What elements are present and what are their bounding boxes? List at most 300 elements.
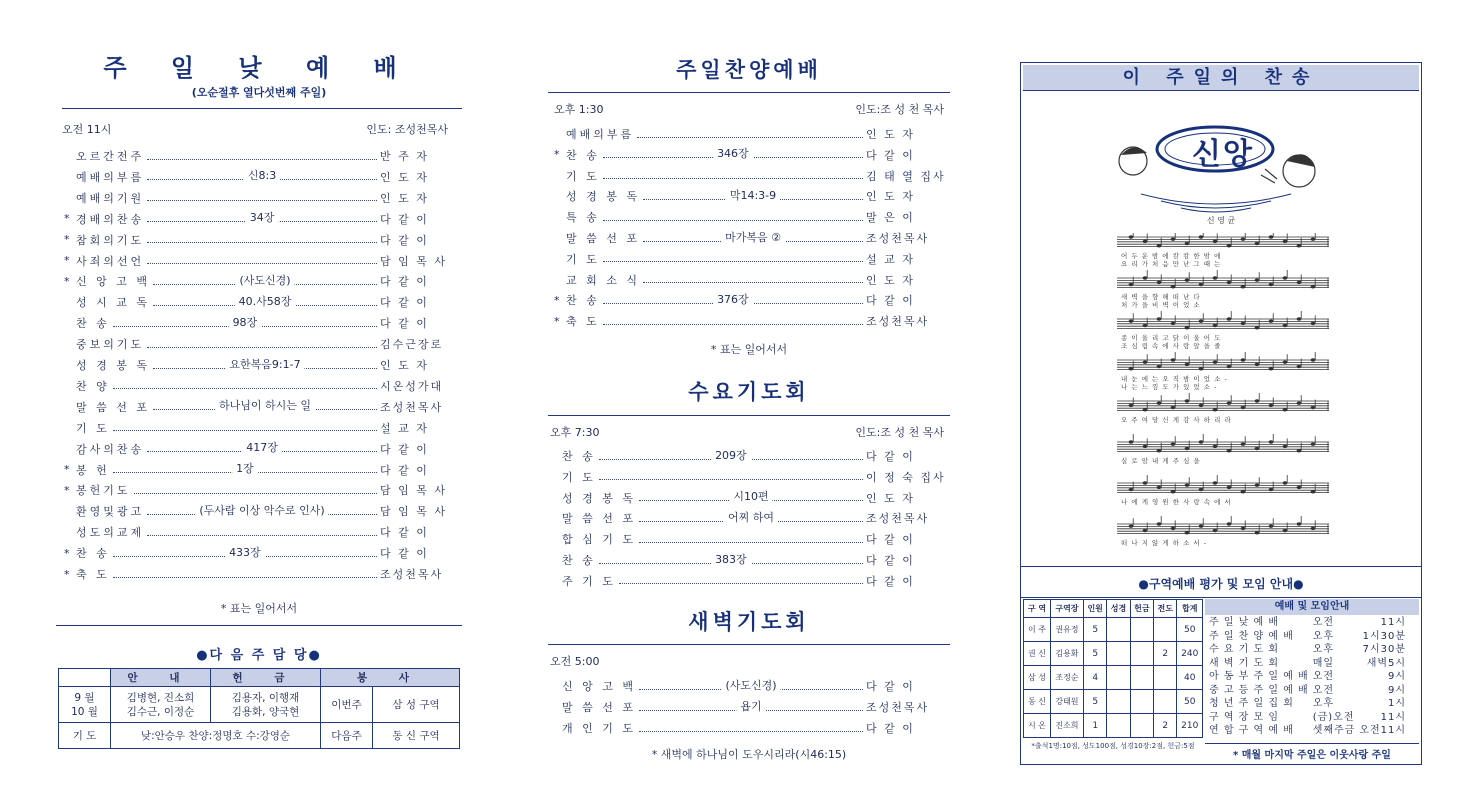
sunday-order-list	[64, 146, 458, 586]
order-item-detail: 40.사58장	[235, 293, 296, 309]
leader-dots	[113, 545, 377, 559]
order-item-name: 찬 송	[76, 317, 110, 331]
leader-dots	[619, 577, 863, 584]
schedule-title: 예배 및 모임안내	[1205, 599, 1419, 615]
leader-dots	[153, 357, 377, 371]
dawn-time: 오전 5:00	[550, 655, 600, 668]
order-item-name: 성 경 봉 독	[566, 190, 640, 204]
order-item-person: 인 도 자	[866, 273, 915, 287]
order-item-name: 말 씀 선 포	[562, 701, 636, 714]
order-item-name: 교 회 소 식	[566, 273, 640, 287]
eval-cell	[1154, 690, 1177, 714]
eval-cell: 50	[1177, 618, 1203, 642]
order-item-name: 말 씀 선 포	[562, 512, 636, 526]
lyric-line: 요 리 가 처 음 만 난 그 때 는	[1121, 260, 1222, 268]
duty-nextweek-team: 동 신 구역	[373, 723, 460, 749]
leader-dots	[153, 273, 377, 287]
order-item	[64, 564, 458, 584]
order-item-name: 사죄의선언	[76, 254, 145, 268]
eval-title: ●구역예배 평가 및 모임 안내●	[1138, 577, 1304, 591]
order-item-person: 김수근장로	[380, 338, 444, 352]
order-item-name: 신 앙 고 백	[76, 275, 150, 289]
schedule-cell: 1시	[1388, 698, 1407, 709]
order-item-person: 다 같 이	[866, 554, 915, 567]
standing-mark: *	[64, 546, 70, 560]
standing-mark: *	[554, 314, 560, 328]
praise-leader: 인도:조 성 천 목사	[855, 103, 944, 116]
schedule-cell: 연 합 구 역 예 배	[1209, 725, 1294, 736]
lyric-line: 어 두 운 밤 에 캄 캄 한 밤 에	[1121, 252, 1222, 260]
eval-cell: 50	[1177, 690, 1203, 714]
schedule-cell: 9시	[1388, 684, 1407, 696]
order-item-person: 조성천목사	[380, 400, 444, 414]
eval-cell	[1130, 714, 1153, 738]
eval-header: 헌금	[1130, 600, 1153, 618]
order-item-person: 설 교 자	[380, 421, 429, 435]
schedule-cell: 셋째주금	[1312, 725, 1356, 736]
eval-cell: 5	[1084, 690, 1107, 714]
order-item-detail: 1장	[232, 460, 258, 476]
schedule-cell: 새 벽 기 도 회	[1209, 657, 1280, 669]
order-item-name: 성 경 봉 독	[76, 359, 150, 372]
eval-cell: 조정순	[1050, 666, 1083, 690]
sunday-subtitle: (오순절후 열다섯번째 주일)	[191, 86, 327, 99]
order-item-detail: 346장	[713, 145, 753, 161]
divider	[62, 108, 462, 109]
eval-cell	[1107, 666, 1130, 690]
order-item-name: 말 씀 선 포	[566, 232, 640, 245]
leader-dots	[643, 276, 863, 283]
schedule-cell: 오후	[1312, 644, 1335, 655]
divider	[1021, 597, 1421, 598]
order-item-person: 다 같 이	[380, 526, 429, 540]
schedule-cell: 오전11시	[1359, 725, 1407, 736]
order-item-person: 다 같 이	[380, 442, 429, 456]
order-item	[554, 145, 944, 165]
order-item-person: 조성천목사	[866, 232, 930, 245]
dawn-title: 새벽기도회	[688, 610, 810, 634]
eval-cell	[1107, 714, 1130, 738]
order-item-detail: 417장	[242, 439, 282, 455]
standing-mark: *	[64, 233, 70, 247]
order-item-name: 봉헌기도	[76, 484, 131, 498]
order-item	[64, 522, 458, 542]
lyric-line: 떠 나 지 않 게 하 소 서 -	[1121, 539, 1208, 547]
order-item-detail: 209장	[711, 447, 751, 463]
lyric-line: 종 이 울 리 고 닭 이 울 어 도	[1121, 334, 1222, 342]
order-item-person: 다 같 이	[380, 275, 429, 289]
order-item-name: 성도의교제	[76, 526, 145, 540]
order-item-person: 다 같 이	[866, 680, 915, 693]
eval-cell	[1130, 666, 1153, 690]
order-item	[64, 209, 458, 229]
eval-header: 성경	[1107, 600, 1130, 618]
leader-dots	[603, 318, 863, 325]
duty-usher-2: 김수근, 이정순	[126, 705, 195, 718]
order-item-person: 담 임 목 사	[380, 484, 447, 498]
lyric-line: 나 는 느 낌 도 가 있 었 소 -	[1121, 383, 1218, 391]
eval-cell: 이 주	[1024, 618, 1051, 642]
order-item	[550, 446, 944, 466]
order-item-person: 조성천목사	[380, 568, 444, 581]
order-item-person: 인 도 자	[866, 491, 915, 505]
order-item-person: 다 같 이	[380, 212, 429, 226]
eval-cell	[1107, 618, 1130, 642]
leader-dots	[639, 678, 863, 692]
standing-note: * 표는 일어서서	[220, 602, 298, 615]
schedule-cell: 중 고 등 주 일 예 배	[1209, 684, 1309, 696]
eval-cell: 강태원	[1050, 690, 1083, 714]
order-item-person: 다 같 이	[866, 722, 915, 735]
leader-dots	[639, 536, 863, 543]
order-item-name: 주 기 도	[562, 574, 616, 588]
schedule-cell: 주 일 낮 예 배	[1209, 617, 1280, 628]
lyric-line: 처 가 을 비 벽 이 었 소	[1121, 301, 1201, 309]
order-item	[550, 488, 944, 508]
leader-dots	[599, 473, 863, 480]
order-item-detail: 욥기	[736, 698, 765, 714]
hymn-title: 이 주일의 찬송	[1023, 65, 1419, 91]
schedule-row	[1207, 630, 1408, 644]
leader-dots	[134, 487, 377, 494]
order-item	[64, 188, 458, 208]
standing-mark: *	[64, 483, 70, 497]
schedule-row	[1207, 697, 1408, 711]
leader-dots	[643, 188, 863, 202]
schedule-cell: 1시30분	[1362, 630, 1407, 642]
schedule-cell: 오후	[1312, 698, 1335, 709]
order-item-name: 기 도	[566, 252, 600, 266]
eval-cell	[1107, 642, 1130, 666]
order-item-person: 다 같 이	[866, 533, 915, 547]
order-item	[64, 230, 458, 250]
order-item	[554, 270, 944, 290]
schedule-row	[1207, 616, 1408, 630]
order-item	[554, 290, 944, 310]
hymn-logo-text: 신앙	[1192, 137, 1254, 172]
eval-cell: 5	[1084, 618, 1107, 642]
order-item-name: 말 씀 선 포	[76, 400, 150, 414]
sunday-leader: 인도: 조성천목사	[366, 123, 448, 136]
schedule-cell: 청 년 주 일 집 회	[1209, 698, 1294, 709]
lyric-line: 내 눈 에 는 오 직 밤 이 었 소 -	[1121, 375, 1228, 383]
order-item-name: 환영및광고	[76, 505, 145, 519]
lyric-line: 오 주 여 당 신 게 감 사 하 리 라	[1121, 416, 1232, 424]
eval-cell: 240	[1177, 642, 1203, 666]
order-item-name: 찬 송	[566, 294, 600, 308]
leader-dots	[147, 257, 377, 264]
eval-header: 합계	[1177, 600, 1203, 618]
lyric-line: 나 에 게 영 원 한 사 랑 속 에 서	[1121, 498, 1232, 506]
sunday-time: 오전 11시	[62, 123, 112, 136]
eval-cell: 1	[1084, 714, 1107, 738]
leader-dots	[113, 424, 377, 431]
schedule-row	[1207, 670, 1408, 684]
order-item-person: 인 도 자	[866, 190, 915, 204]
eval-cell: 210	[1177, 714, 1203, 738]
order-item-detail: 요한복음9:1-7	[225, 356, 304, 372]
eval-cell	[1107, 690, 1130, 714]
order-item	[550, 508, 944, 528]
order-item-person: 다 같 이	[380, 547, 429, 561]
standing-mark: *	[64, 274, 70, 288]
leader-dots	[147, 236, 377, 243]
leader-dots	[603, 292, 863, 306]
order-item	[550, 571, 944, 591]
order-item-detail: 34장	[246, 209, 279, 225]
eval-row	[1024, 690, 1203, 714]
hymn-panel	[1020, 0, 1424, 808]
eval-cell: 4	[1084, 666, 1107, 690]
eval-cell: 40	[1177, 666, 1203, 690]
leader-dots	[147, 211, 377, 225]
order-item-name: 예배의기원	[76, 191, 145, 205]
standing-mark: *	[64, 212, 70, 226]
order-item	[64, 271, 458, 291]
order-item	[554, 124, 944, 144]
eval-header: 전도	[1154, 600, 1177, 618]
order-item	[550, 718, 944, 738]
order-item-person: 조성천목사	[866, 315, 930, 329]
order-item	[554, 249, 944, 269]
order-item-detail: 376장	[713, 291, 753, 307]
dawn-order-list	[550, 676, 944, 740]
order-item-name: 축 도	[566, 315, 600, 329]
schedule-cell: 오전	[1312, 684, 1335, 696]
order-item	[64, 439, 458, 459]
schedule-cell: 오전	[1312, 671, 1335, 682]
eval-row	[1024, 666, 1203, 690]
eval-cell: 동 신	[1024, 690, 1051, 714]
schedule-cell: 11시	[1380, 711, 1407, 723]
leader-dots	[599, 448, 863, 462]
leader-dots	[153, 294, 377, 308]
leader-dots	[603, 172, 863, 179]
leader-dots	[147, 153, 377, 160]
order-item-name: 찬 송	[76, 547, 110, 561]
order-item-person: 김 태 열 집사	[866, 169, 946, 183]
order-item-detail: 433장	[225, 544, 265, 560]
wednesday-order-list	[550, 446, 944, 592]
hymn-score	[1117, 233, 1329, 563]
order-item-person: 담 임 목 사	[380, 254, 447, 268]
eval-footnote: *출석1명:10점, 성도100점, 성경10장:2점, 헌금:5점	[1031, 742, 1195, 750]
leader-dots	[643, 230, 863, 244]
order-item-person: 말 은 이	[866, 211, 915, 225]
dawn-verse: * 새벽에 하나님이 도우시리라(시46:15)	[651, 748, 847, 761]
order-item-name: 축 도	[76, 568, 110, 581]
order-item-person: 인 도 자	[380, 170, 429, 184]
order-item-name: 기 도	[562, 470, 596, 484]
duty-offering-2: 김용화, 양국현	[231, 705, 300, 718]
eval-cell	[1154, 618, 1177, 642]
order-item-name: 찬 양	[76, 379, 110, 393]
order-item-person: 반 주 자	[380, 150, 429, 163]
order-item	[554, 166, 944, 186]
order-item-detail: (두사람 이상 악수로 인사)	[195, 502, 328, 518]
order-item-detail: 98장	[229, 314, 262, 330]
divider	[548, 644, 950, 645]
leader-dots	[603, 147, 863, 161]
schedule-cell: 주 일 찬 양 예 배	[1209, 630, 1294, 642]
order-item-name: 감사의찬송	[76, 442, 145, 456]
duty-table	[58, 668, 460, 749]
schedule-cell: 11시	[1380, 617, 1407, 628]
order-item-person: 조성천목사	[866, 701, 930, 714]
standing-mark: *	[64, 567, 70, 581]
order-item-detail: 시10편	[729, 488, 772, 504]
leader-dots	[147, 194, 377, 201]
order-item	[64, 313, 458, 333]
order-item-name: 성 경 봉 독	[562, 491, 636, 505]
praise-title: 주일찬양예배	[676, 58, 822, 82]
praise-time: 오후 1:30	[554, 103, 604, 116]
order-item-name: 성 시 교 독	[76, 296, 150, 310]
schedule-cell: 새벽5시	[1366, 657, 1407, 669]
schedule-row	[1207, 684, 1408, 698]
leader-dots	[599, 552, 863, 566]
leader-dots	[153, 399, 377, 413]
order-item	[64, 292, 458, 312]
lyric-line: 조 심 림 속 에 사 랑 앞 을 줄	[1121, 342, 1222, 350]
hymn-staves	[1117, 233, 1329, 563]
eval-table	[1023, 599, 1203, 738]
order-item-name: 신 앙 고 백	[562, 680, 636, 693]
sunday-title: 주 일 낮 예 배	[103, 54, 415, 82]
duty-nextweek: 다음주	[321, 723, 373, 749]
order-item-person: 인 도 자	[380, 191, 429, 205]
schedule-cell: 오후	[1312, 630, 1335, 642]
eval-cell	[1130, 642, 1153, 666]
order-item-person: 이 정 숙 집사	[866, 470, 946, 484]
order-item	[64, 543, 458, 563]
schedule-cell: 7시30분	[1362, 644, 1407, 655]
eval-header: 인원	[1084, 600, 1107, 618]
order-item-detail: 어찌 하여	[724, 509, 778, 525]
schedule-row	[1207, 657, 1408, 671]
duty-prayer-people: 낮:안승우 찬양:정명호 수:강영순	[111, 723, 321, 749]
hymn-author: 신 영 균	[1206, 216, 1236, 225]
eval-header: 구역장	[1050, 600, 1083, 618]
order-item	[64, 355, 458, 375]
order-item-person: 다 같 이	[380, 296, 429, 310]
leader-dots	[113, 571, 377, 578]
eval-cell: 2	[1154, 642, 1177, 666]
order-item	[64, 501, 458, 521]
wednesday-time: 오후 7:30	[550, 426, 600, 439]
eval-cell	[1130, 690, 1153, 714]
standing-mark: *	[64, 254, 70, 267]
order-item-person: 담 임 목 사	[380, 505, 447, 519]
schedule-table	[1207, 616, 1408, 738]
order-item	[64, 397, 458, 417]
leader-dots	[113, 382, 377, 389]
sunday-service-panel	[56, 0, 462, 808]
schedule-cell: 오전	[1312, 617, 1335, 628]
order-item-name: 중보의기도	[76, 338, 145, 352]
order-item-name: 참회의기도	[76, 233, 145, 247]
eval-header: 구 역	[1024, 600, 1051, 618]
order-item	[64, 418, 458, 438]
duty-thisweek: 이번주	[321, 687, 373, 723]
duty-header-ushers: 안 내	[111, 669, 211, 687]
eval-cell	[1154, 666, 1177, 690]
duty-thisweek-team: 삼 성 구역	[373, 687, 460, 723]
order-item	[64, 146, 458, 166]
order-item-name: 찬 송	[562, 554, 596, 567]
hymn-box	[1020, 62, 1422, 567]
order-item-detail: (사도신경)	[235, 272, 294, 288]
eval-row	[1024, 714, 1203, 738]
order-item	[64, 460, 458, 480]
order-item-name: 찬 송	[562, 450, 596, 463]
order-item-name: 개 인 기 도	[562, 722, 636, 735]
standing-mark: *	[64, 463, 70, 476]
order-item-person: 다 같 이	[380, 233, 429, 247]
leader-dots	[603, 214, 863, 221]
schedule-footer: * 매월 마지막 주일은 이웃사랑 주일	[1205, 743, 1419, 761]
order-item	[64, 480, 458, 500]
order-item-name: 특 송	[566, 211, 600, 225]
order-item-person: 다 같 이	[866, 450, 915, 463]
order-item-name: 봉 헌	[76, 463, 110, 477]
order-item-person: 인 도 자	[380, 359, 429, 372]
order-item-detail: 마가복음 ②	[721, 229, 785, 245]
order-item-person: 시온성가대	[380, 379, 444, 393]
eval-cell: 삼 성	[1024, 666, 1051, 690]
duty-prayer-label: 기 도	[59, 723, 111, 749]
leader-dots	[639, 725, 863, 732]
order-item-name: 예배의부름	[76, 170, 145, 184]
order-item	[64, 251, 458, 271]
order-item-detail: 신8:3	[244, 167, 280, 183]
order-item	[554, 186, 944, 206]
eval-row	[1024, 642, 1203, 666]
order-item-person: 다 같 이	[380, 463, 429, 477]
order-item-person: 다 같 이	[866, 294, 915, 308]
duty-title: ●다 음 주 담 당●	[196, 648, 322, 663]
order-item-name: 찬 송	[566, 148, 600, 162]
order-item-name: 합 심 기 도	[562, 533, 636, 547]
order-item	[64, 334, 458, 354]
eval-cell: 권 신	[1024, 642, 1051, 666]
schedule-cell: 아 동 부 주 일 예 배	[1209, 671, 1309, 682]
schedule-row	[1207, 643, 1408, 657]
eval-cell: 김용화	[1050, 642, 1083, 666]
eval-cell: 5	[1084, 642, 1107, 666]
order-item-person: 조성천목사	[866, 512, 930, 526]
order-item-person: 다 같 이	[866, 574, 915, 588]
order-item-detail: 막14:3-9	[726, 187, 780, 203]
wednesday-leader: 인도:조 성 천 목사	[855, 426, 944, 439]
lyric-line: 새 벽 을 향 해 떠 난 다	[1121, 293, 1201, 301]
order-item	[550, 550, 944, 570]
order-item-person: 다 같 이	[866, 148, 915, 162]
schedule-row	[1207, 711, 1408, 725]
order-item-name: 기 도	[566, 169, 600, 183]
order-item	[554, 207, 944, 227]
order-item-detail: 하나님이 하시는 일	[215, 397, 315, 413]
leader-dots	[113, 462, 377, 475]
order-item-name: 경배의찬송	[76, 212, 145, 226]
order-item	[554, 311, 944, 331]
leader-dots	[147, 169, 377, 183]
standing-mark: *	[554, 293, 560, 307]
order-item-detail: 383장	[711, 551, 751, 567]
order-item-name: 예배의부름	[566, 128, 635, 141]
divider	[548, 92, 950, 93]
order-item	[550, 676, 944, 696]
